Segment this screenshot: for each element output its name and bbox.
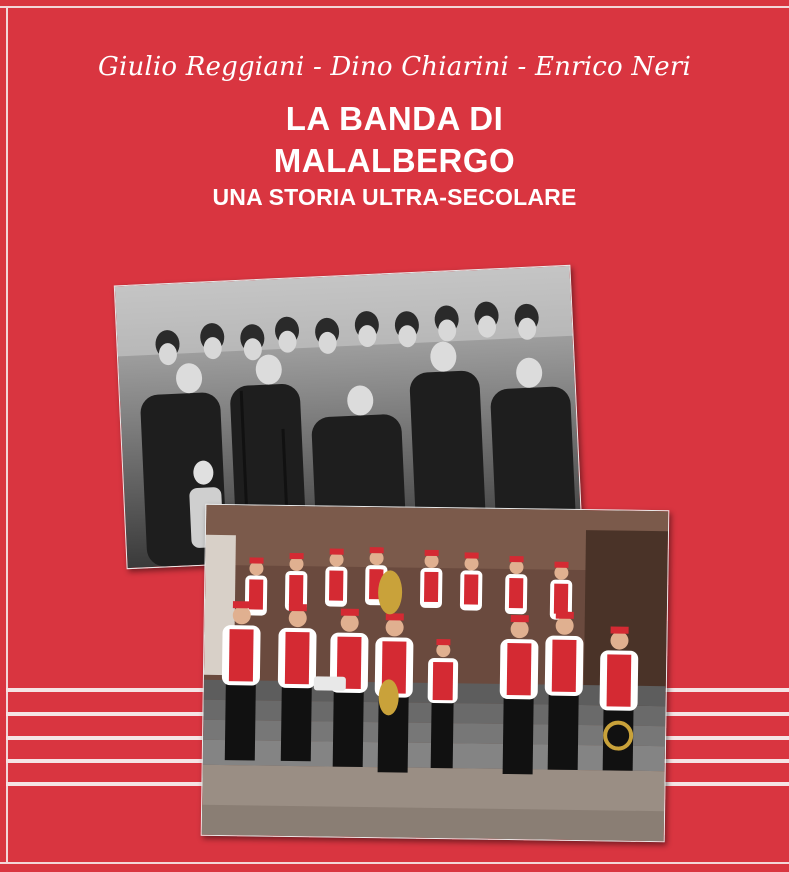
staff-line-right-1 <box>660 688 789 692</box>
staff-line-left-4 <box>6 759 206 763</box>
cover-title-line-1: LA BANDA DI <box>285 100 504 137</box>
staff-line-left-3 <box>6 736 206 740</box>
cover-subtitle: UNA STORIA ULTRA-SECOLARE <box>212 184 577 210</box>
staff-line-right-5 <box>660 782 789 786</box>
cover-border-top <box>0 6 789 8</box>
staff-line-right-2 <box>660 712 789 716</box>
staff-line-right-3 <box>660 736 789 740</box>
staff-line-left-1 <box>6 688 206 692</box>
cover-border-bottom <box>0 862 789 864</box>
staff-line-right-4 <box>660 759 789 763</box>
staff-line-left-2 <box>6 712 206 716</box>
cover-title-line-2: MALALBERGO <box>273 142 516 179</box>
cover-authors: Giulio Reggiani - Dino Chiarini - Enrico Neri <box>97 52 692 82</box>
staff-line-left-5 <box>6 782 206 786</box>
modern-band-photo <box>201 504 670 842</box>
